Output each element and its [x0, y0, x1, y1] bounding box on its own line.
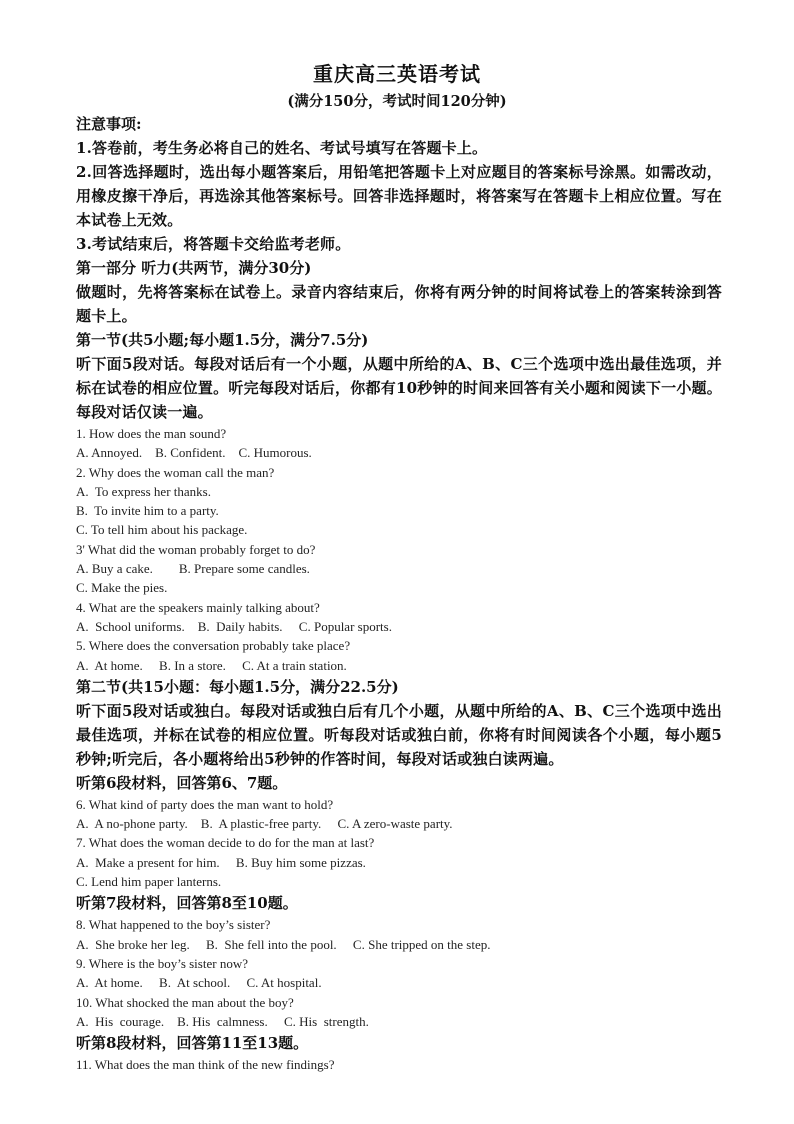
answer-options: A. To express her thanks. — [76, 483, 211, 499]
material-heading: 听第7段材料，回答第8至10题。 — [76, 894, 298, 913]
exam-content — [76, 112, 722, 1074]
answer-options: C. Make the pies. — [76, 580, 168, 596]
question-line: 7. What does the woman decide to do for the man at last? — [76, 835, 375, 851]
question-line: 4. What are the speakers mainly talking about? — [76, 599, 320, 615]
part1-intro: 做题时，先将答案标在试卷上。录音内容结束后，你将有两分钟的时间将试卷上的答案转涂到答题卡上。 — [76, 283, 722, 325]
note-item-3: 3.考试结束后，将答题卡交给监考老师。 — [76, 235, 351, 253]
section1-intro: 听下面5段对话。每段对话后有一个小题，从题中所给的A、B、C三个选项中选出最佳选项，并标在试卷的相应位置。听完每段对话后，你都有10秒钟的时间来回答有关小题和阅读下一小题。每段对话仅读一遍。 — [76, 355, 722, 421]
answer-options: A. She broke her leg. B. She fell into the pool. C. She tripped on the step. — [76, 936, 491, 952]
question-line: 1. How does the man sound? — [76, 426, 227, 441]
question-line: 9. Where is the boy’s sister now? — [76, 955, 248, 971]
question-line: 11. What does the man think of the new findings? — [76, 1057, 335, 1073]
question-line: 8. What happened to the boy’s sister? — [76, 917, 271, 933]
material-heading: 听第6段材料，回答第6、7题。 — [76, 773, 288, 792]
answer-options: A. School uniforms. B. Daily habits. C. Popular sports. — [76, 618, 392, 634]
answer-options: C. Lend him paper lanterns. — [76, 874, 222, 890]
question-line: 6. What kind of party does the man want to hold? — [76, 796, 334, 812]
material-heading: 听第8段材料，回答第11至13题。 — [76, 1034, 309, 1053]
page-title: 重庆高三英语考试 — [313, 62, 481, 86]
answer-options: C. To tell him about his package. — [76, 522, 248, 538]
answer-options: A. At home. B. In a store. C. At a train station. — [76, 657, 347, 673]
question-line: 5. Where does the conversation probably take place? — [76, 638, 351, 654]
part1-heading: 第一部分 听力(共两节，满分30分) — [76, 259, 312, 277]
answer-options: A. Annoyed. B. Confident. C. Humorous. — [76, 445, 312, 461]
section2-heading: 第二节(共15小题：每小题1.5分，满分22.5分) — [76, 677, 399, 696]
section2-intro: 听下面5段对话或独白。每段对话或独白后有几个小题，从题中所给的A、B、C三个选项中选出最佳选项，并标在试卷的相应位置。听每段对话或独白前，你将有时间阅读各个小题，每小题5秒钟;听完后，各小题将给出5秒钟的作答时间，每段对话或独白读两遍。 — [76, 701, 722, 768]
answer-options: A. His courage. B. His calmness. C. His strength. — [76, 1013, 369, 1029]
notes-heading: 注意事项: — [76, 115, 142, 133]
answer-options: A. A no-phone party. B. A plastic-free party. C. A zero-waste party. — [76, 816, 453, 832]
question-line: 10. What shocked the man about the boy? — [76, 994, 294, 1010]
answer-options: A. Make a present for him. B. Buy him some pizzas. — [76, 854, 366, 870]
answer-options: A. Buy a cake. B. Prepare some candles. — [76, 561, 310, 577]
answer-options: A. At home. B. At school. C. At hospital. — [76, 975, 322, 991]
question-line: 2. Why does the woman call the man? — [76, 464, 275, 480]
question-line: 3' What did the woman probably forget to do? — [76, 541, 316, 557]
page-subtitle: (满分150分，考试时间120分钟) — [287, 93, 507, 110]
note-item-2: 2.回答选择题时，选出每小题答案后，用铅笔把答题卡上对应题目的答案标号涂黑。如需改动，用橡皮擦干净后，再选涂其他答案标号。回答非选择题时，将答案写在答题卡上相应位置。写在本试卷上无效。 — [76, 163, 722, 229]
answer-options: B. To invite him to a party. — [76, 503, 219, 519]
section1-heading: 第一节(共5小题;每小题1.5分，满分7.5分) — [76, 331, 369, 349]
note-item-1: 1.答卷前，考生务必将自己的姓名、考试号填写在答题卡上。 — [76, 139, 488, 157]
